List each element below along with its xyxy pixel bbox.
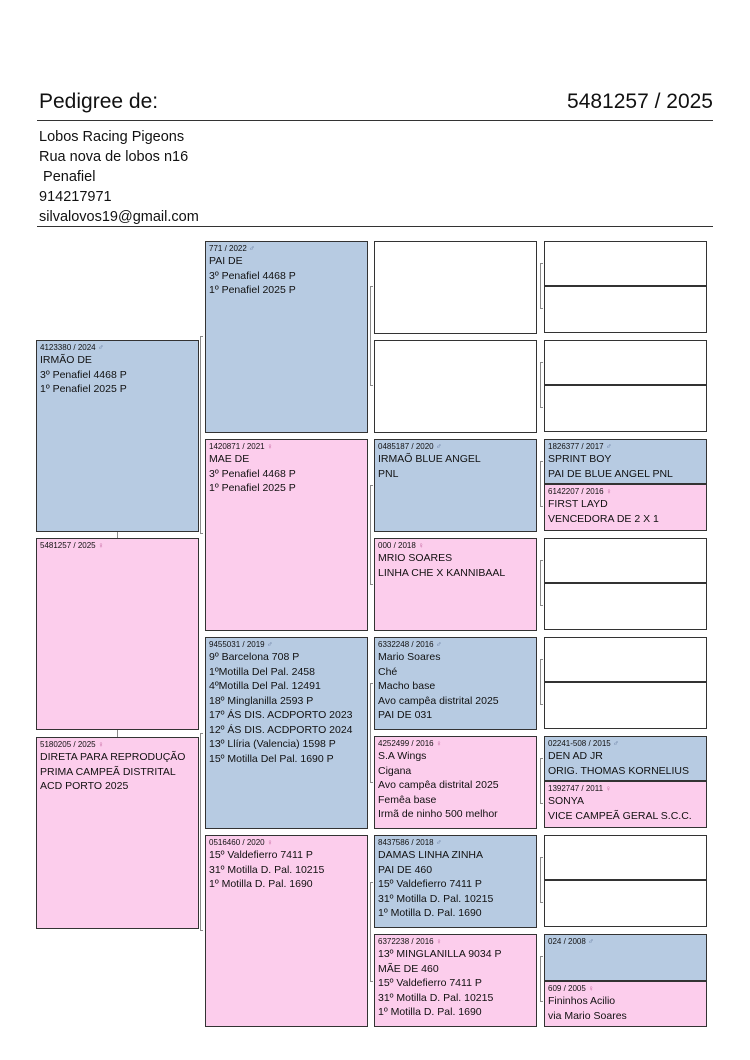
bird-info-line: Avo campêa distrital 2025 <box>378 779 499 791</box>
bird-info-line: 3º Penafiel 4468 P <box>40 368 127 381</box>
bird-card-sd-dam[interactable] <box>374 538 537 631</box>
bird-ring: 6332248 / 2016 ♂ <box>378 640 442 649</box>
bird-info-line: SONYA <box>548 795 584 807</box>
bird-info-line: FIRST LAYD <box>548 498 608 510</box>
g3-bracket-1 <box>540 263 543 309</box>
bird-card-sds-sire[interactable] <box>544 439 707 484</box>
female-icon: ♀ <box>435 739 442 748</box>
bird-info-line: 3º Penafiel 4468 P <box>209 467 296 480</box>
bird-info-line: 31º Motilla D. Pal. 10215 <box>209 863 325 876</box>
bird-card-dd-dam[interactable] <box>374 934 537 1027</box>
female-icon: ♀ <box>605 487 612 496</box>
g3-bracket-8 <box>540 956 543 1002</box>
bird-ring: 1392747 / 2011 ♀ <box>548 784 612 793</box>
bird-info-line: 1º Motilla D. Pal. 1690 <box>378 907 482 919</box>
bird-ring: 4252499 / 2016 ♀ <box>378 739 442 748</box>
bird-info-line: PNL <box>378 467 399 480</box>
bird-info-line: 3º Penafiel 4468 P <box>209 269 296 282</box>
bird-card-sire[interactable] <box>36 340 199 532</box>
male-icon: ♂ <box>97 343 104 352</box>
bird-card-empty[interactable] <box>374 340 537 433</box>
male-icon: ♂ <box>266 640 273 649</box>
bird-card-empty[interactable] <box>544 880 707 927</box>
dam-parents-bracket <box>200 733 203 931</box>
bird-info-line: ORIG. THOMAS KORNELIUS <box>548 764 689 777</box>
female-icon: ♀ <box>418 541 425 550</box>
owner-address: Rua nova de lobos n16 <box>39 149 189 165</box>
bird-info-line: ACD PORTO 2025 <box>40 780 129 792</box>
header-divider <box>37 120 713 121</box>
bird-ring: 8437586 / 2018 ♂ <box>378 838 442 847</box>
female-icon: ♀ <box>605 784 612 793</box>
bird-info-line: 1º Penafiel 2025 P <box>209 284 296 296</box>
sd-parents-bracket <box>370 485 373 585</box>
bird-card-empty[interactable] <box>544 340 707 385</box>
male-icon: ♂ <box>605 442 612 451</box>
bird-card-empty[interactable] <box>544 835 707 880</box>
bird-info-line: 12º ÁS DIS. ACDPORTO 2024 <box>209 723 353 736</box>
bird-info-line: MRIO SOARES <box>378 552 453 564</box>
bird-card-dam-sire[interactable] <box>205 637 368 829</box>
bird-card-ddd-dam[interactable] <box>544 981 707 1027</box>
bird-card-empty[interactable] <box>544 583 707 630</box>
male-icon: ♂ <box>435 442 442 451</box>
bird-info-line: MAE DE <box>209 453 250 465</box>
bird-info-line: MÃE DE 460 <box>378 962 439 975</box>
female-icon: ♀ <box>97 541 104 550</box>
female-icon: ♀ <box>266 442 273 451</box>
bird-info-line: Mario Soares <box>378 651 441 663</box>
bird-info-line: PAI DE BLUE ANGEL PNL <box>548 467 673 480</box>
bird-info-line: 1ºMotilla Del Pal. 2458 <box>209 665 315 678</box>
bird-ring: 771 / 2022 ♂ <box>209 244 256 253</box>
owner-city: Penafiel <box>39 169 96 185</box>
bird-info-line: DAMAS LINHA ZINHA <box>378 849 484 861</box>
pedigree-ring-number: 5481257 / 2025 <box>567 90 713 113</box>
g3-bracket-3 <box>540 461 543 507</box>
bird-card-ddd-sire[interactable] <box>544 934 707 981</box>
bird-ring: 4123380 / 2024 ♂ <box>40 343 104 352</box>
bird-info-line: 15º Valdefierro 7411 P <box>378 878 482 890</box>
subject-dam-connector <box>117 729 118 737</box>
bird-ring: 0516460 / 2020 ♀ <box>209 838 273 847</box>
female-icon: ♀ <box>588 984 595 993</box>
bird-card-dsd-dam[interactable] <box>544 781 707 828</box>
bird-info-line: 15º Valdefierro 7411 P <box>209 849 313 861</box>
g3-bracket-2 <box>540 362 543 408</box>
bird-info-line: 1º Motilla D. Pal. 1690 <box>209 878 313 890</box>
bird-card-empty[interactable] <box>544 241 707 286</box>
bird-card-dam[interactable] <box>36 737 199 929</box>
male-icon: ♂ <box>612 739 619 748</box>
bird-ring: 0485187 / 2020 ♂ <box>378 442 442 451</box>
bird-info-line: 13º Llíria (Valencia) 1598 P <box>209 738 336 750</box>
bird-card-empty[interactable] <box>544 637 707 682</box>
bird-ring: 609 / 2005 ♀ <box>548 984 595 993</box>
bird-info-line: PRIMA CAMPEÃ DISTRITAL <box>40 765 176 778</box>
male-icon: ♂ <box>435 640 442 649</box>
owner-info <box>39 127 199 227</box>
bird-info-line: 17º ÁS DIS. ACDPORTO 2023 <box>209 709 353 721</box>
bird-ring: 000 / 2018 ♀ <box>378 541 425 550</box>
bird-info-line: 31º Motilla D. Pal. 10215 <box>378 991 494 1004</box>
bird-info-line: 15º Valdefierro 7411 P <box>378 977 482 989</box>
male-icon: ♂ <box>435 838 442 847</box>
sire-parents-bracket <box>200 336 203 534</box>
dd-parents-bracket <box>370 882 373 982</box>
female-icon: ♀ <box>97 740 104 749</box>
bird-ring: 02241-508 / 2015 ♂ <box>548 739 619 748</box>
bird-ring: 1420871 / 2021 ♀ <box>209 442 273 451</box>
bird-card-sire-sire[interactable] <box>205 241 368 433</box>
bird-info-line: 13º MINGLANILLA 9034 P <box>378 948 502 960</box>
page-title: Pedigree de: <box>39 90 159 113</box>
bird-card-empty[interactable] <box>544 286 707 333</box>
bird-card-sire-dam[interactable] <box>205 439 368 631</box>
bird-ring: 5481257 / 2025 ♀ <box>40 541 104 550</box>
bird-info-line: PAI DE 460 <box>378 863 433 876</box>
bird-info-line: Avo campêa distrital 2025 <box>378 694 499 707</box>
bird-card-empty[interactable] <box>544 682 707 729</box>
bird-card-sds-dam[interactable] <box>544 484 707 531</box>
bird-info-line: IRMAÕ BLUE ANGEL <box>378 453 481 465</box>
bird-info-line: via Mario Soares <box>548 1009 627 1022</box>
bird-info-line: 31º Motilla D. Pal. 10215 <box>378 892 494 905</box>
bird-info-line: PAI DE <box>209 255 243 267</box>
bird-info-line: S.A Wings <box>378 750 427 762</box>
bird-info-line: SPRINT BOY <box>548 453 612 465</box>
bird-info-line: 9º Barcelona 708 P <box>209 651 300 663</box>
bird-info-line: PAI DE 031 <box>378 709 433 721</box>
bird-info-line: VICE CAMPEÃ GERAL S.C.C. <box>548 809 692 822</box>
bird-card-empty[interactable] <box>374 241 537 334</box>
bird-info-line: Irmã de ninho 500 melhor <box>378 808 498 820</box>
bird-info-line: LINHA CHE X KANNIBAAL <box>378 566 506 579</box>
bird-info-line: 4ºMotilla Del Pal. 12491 <box>209 680 321 692</box>
bird-info-line: VENCEDORA DE 2 X 1 <box>548 512 659 525</box>
ds-parents-bracket <box>370 683 373 783</box>
male-icon: ♂ <box>588 937 595 946</box>
g3-bracket-5 <box>540 659 543 705</box>
bird-info-line: 1º Motilla D. Pal. 1690 <box>378 1006 482 1018</box>
owner-email: silvalovos19@gmail.com <box>39 209 199 225</box>
bird-card-ds-sire[interactable] <box>374 637 537 730</box>
female-icon: ♀ <box>435 937 442 946</box>
bird-card-ds-dam[interactable] <box>374 736 537 829</box>
bird-card-sd-sire[interactable] <box>374 439 537 532</box>
bird-ring: 6372238 / 2016 ♀ <box>378 937 442 946</box>
bird-info-line: 18º Minglanilla 2593 P <box>209 694 314 707</box>
male-icon: ♂ <box>249 244 256 253</box>
bird-card-empty[interactable] <box>544 385 707 432</box>
bird-ring: 1826377 / 2017 ♂ <box>548 442 612 451</box>
bird-info-line: Cigana <box>378 764 412 777</box>
bird-card-dd-sire[interactable] <box>374 835 537 928</box>
bird-info-line: Macho base <box>378 680 436 692</box>
bird-card-dsd-sire[interactable] <box>544 736 707 781</box>
bird-ring: 5180205 / 2025 ♀ <box>40 740 104 749</box>
female-icon: ♀ <box>266 838 273 847</box>
g3-bracket-7 <box>540 857 543 903</box>
bird-ring: 9455031 / 2019 ♂ <box>209 640 273 649</box>
bird-info-line: 15º Motilla Del Pal. 1690 P <box>209 752 334 765</box>
bird-info-line: Ché <box>378 665 398 678</box>
bird-card-empty[interactable] <box>544 538 707 583</box>
bird-ring: 6142207 / 2016 ♀ <box>548 487 612 496</box>
owner-name: Lobos Racing Pigeons <box>39 129 185 145</box>
bird-card-dam-dam[interactable] <box>205 835 368 1027</box>
bird-info-line: IRMÃO DE <box>40 354 92 366</box>
bird-info-line: DIRETA PARA REPRODUÇÃO <box>40 751 186 763</box>
g3-bracket-6 <box>540 758 543 804</box>
g3-bracket-4 <box>540 560 543 606</box>
bird-info-line: 1º Penafiel 2025 P <box>209 482 296 494</box>
ss-parents-bracket <box>370 286 373 386</box>
bird-info-line: Fininhos Acilio <box>548 995 616 1007</box>
owner-divider <box>37 226 713 227</box>
owner-phone: 914217971 <box>39 189 112 205</box>
bird-card-subject[interactable] <box>36 538 199 730</box>
bird-ring: 024 / 2008 ♂ <box>548 937 595 946</box>
bird-info-line: Femêa base <box>378 793 437 806</box>
bird-info-line: DEN AD JR <box>548 750 603 762</box>
bird-info-line: 1º Penafiel 2025 P <box>40 383 127 395</box>
